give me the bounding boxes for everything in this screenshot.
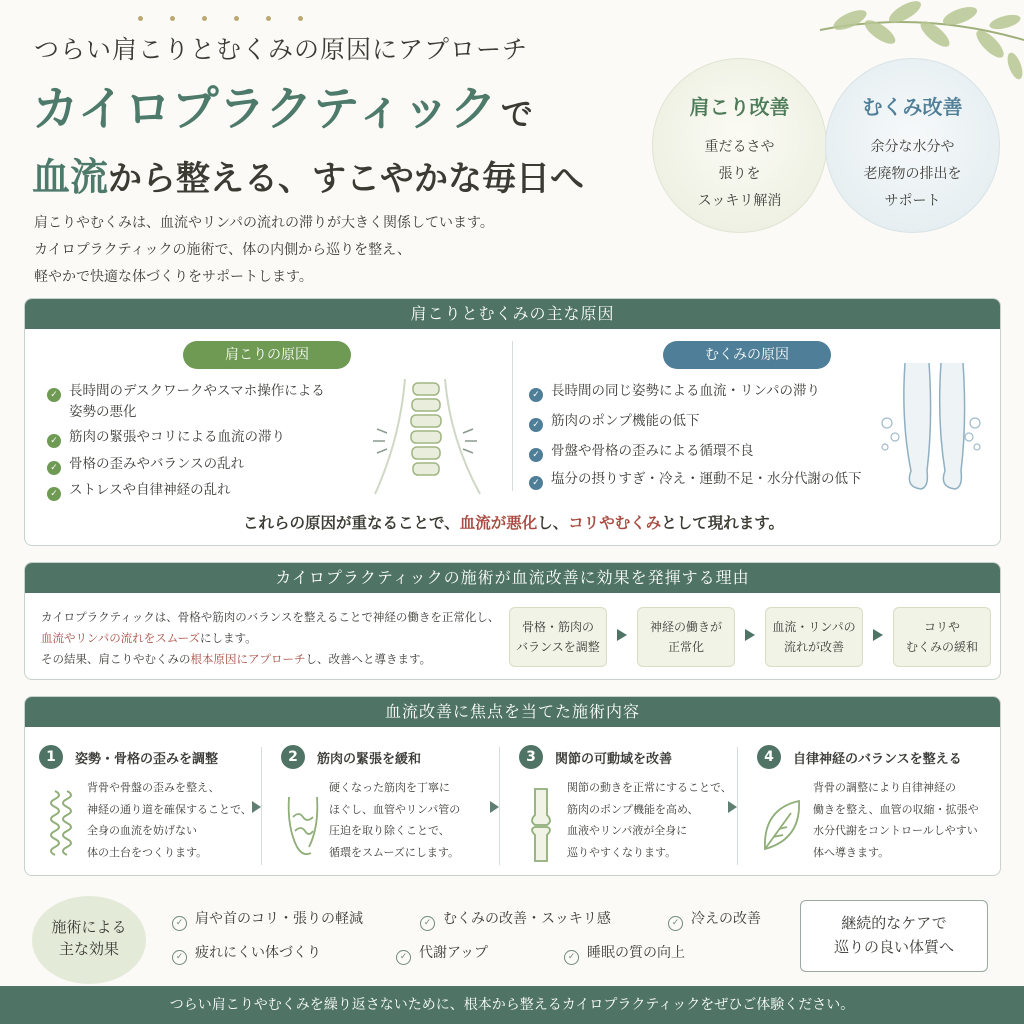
check-icon: ✓ [529,418,543,432]
effect-item: ✓ むくみの改善・スッキリ感 [420,908,611,931]
effect-item: ✓ 冷えの改善 [668,908,761,931]
effect-item: ✓ 疲れにくい体づくり [172,942,321,965]
shoulder-improvement-circle: 肩こり改善 重だるさや 張りを スッキリ解消 [652,58,827,233]
flow-arrow-icon [873,629,883,641]
step-number: 1 [39,745,63,769]
check-circle-icon: ✓ [668,916,683,931]
effect-item: ✓ 睡眠の質の向上 [564,942,685,965]
flow-step: 骨格・筋肉の バランスを調整 [509,607,607,667]
check-circle-icon: ✓ [172,916,187,931]
hero-subtitle: つらい肩こりとむくみの原因にアプローチ [34,35,529,64]
swelling-cause-item: ✓ 長時間の同じ姿勢による血流・リンパの滞り [529,381,820,402]
step-number: 3 [519,745,543,769]
swelling-cause-item: ✓ 骨盤や骨格の歪みによる循環不良 [529,441,754,462]
column-divider [261,747,262,865]
swollen-legs-icon [875,361,985,497]
treatment-item: 1 姿勢・骨格の歪みを調整 背骨や骨盤の歪みを整え、 神経の通り道を確保することで、 全身の血流を妨げない 体の土台をつくります。 [25,741,255,871]
intro-text: 肩こりやむくみは、血流やリンパの流れの滞りが大きく関係しています。 カイロプラクティックの施術で、体の内側から巡りを整え、 軽やかで快適な体づくりをサポートします。 [34,215,494,285]
swelling-cause-item: ✓ 筋肉のポンプ機能の低下 [529,411,700,432]
step-number: 2 [281,745,305,769]
effect-item: ✓ 肩や首のコリ・張りの軽減 [172,908,363,931]
neck-spine-icon [355,369,495,499]
hero-tagline: 血流から整える、すこやかな毎日へ [32,154,585,199]
flow-arrow-icon [617,629,627,641]
shoulder-cause-item: ✓ 筋肉の緊張やコリによる血流の滞り [47,427,285,448]
check-icon: ✓ [47,434,61,448]
effect-item: ✓ 代謝アップ [396,942,488,965]
effects-label: 施術による 主な効果 [32,896,146,984]
reason-text: カイロプラクティックは、骨格や筋肉のバランスを整えることで神経の働きを正常化し、 血流やリンパの流れをスムーズにします。 その結果、肩こりやむくみの根本原因にアプローチし、改善へと導きます。 [41,610,500,666]
check-circle-icon: ✓ [172,950,187,965]
check-icon: ✓ [529,448,543,462]
treatment-item: 4 自律神経のバランスを整える 背骨の調整により自律神経の 働きを整え、血管の収縮・拡張や 水分代謝をコントロールしやすい 体へ導きます。 [743,741,998,871]
flow-step: 血流・リンパの 流れが改善 [765,607,863,667]
treatment-panel [24,696,1001,876]
shoulder-cause-item: ✓ 骨格の歪みやバランスの乱れ [47,454,244,475]
treatment-item: 2 筋肉の緊張を緩和 硬くなった筋肉を丁寧に ほぐし、血管やリンパ管の 圧迫を取り除くことで、 循環をスムーズにします。 [267,741,497,871]
check-icon: ✓ [529,476,543,490]
knee-joint-icon [521,787,561,863]
continuous-care-box: 継続的なケアで 巡りの良い体質へ [800,900,988,972]
causes-summary: これらの原因が重なることで、血流が悪化し、コリやむくみとして現れます。 [242,514,784,532]
causes-divider [512,341,513,491]
swelling-improvement-circle: むくみ改善 余分な水分や 老廃物の排出を サポート [825,58,1000,233]
spine-icon [41,787,81,863]
check-circle-icon: ✓ [396,950,411,965]
check-icon: ✓ [529,388,543,402]
flow-arrow-icon [745,629,755,641]
step-arrow-icon [490,801,499,813]
check-icon: ✓ [47,388,61,402]
treatment-header: 血流改善に焦点を当てた施術内容 [25,697,1000,727]
causes-panel [24,298,1001,546]
shoulder-cause-item: ✓ 長時間のデスクワークやスマホ操作による 姿勢の悪化 [47,381,325,422]
step-arrow-icon [728,801,737,813]
footer-message: つらい肩こりやむくみを繰り返さないために、根本から整えるカイロプラクティックをぜひご体験ください。 [0,986,1024,1024]
hands-massage-icon [283,787,323,863]
step-number: 4 [757,745,781,769]
check-circle-icon: ✓ [420,916,435,931]
decorative-dots [138,16,318,24]
flow-step: コリや むくみの緩和 [893,607,991,667]
treatment-item: 3 関節の可動域を改善 関節の動きを正常にすることで、 筋肉のポンプ機能を高め、 血液やリンパ液が全身に 巡りやすくなります。 [505,741,735,871]
causes-header: 肩こりとむくみの主な原因 [25,299,1000,329]
reason-panel [24,562,1001,680]
check-icon: ✓ [47,487,61,501]
reason-header: カイロプラクティックの施術が血流改善に効果を発揮する理由 [25,563,1000,593]
swelling-cause-label: むくみの原因 [663,341,831,369]
column-divider [737,747,738,865]
shoulder-cause-item: ✓ ストレスや自律神経の乱れ [47,480,231,501]
step-arrow-icon [252,801,261,813]
check-icon: ✓ [47,461,61,475]
column-divider [499,747,500,865]
hero-title: カイロプラクティック で [32,82,533,137]
shoulder-cause-label: 肩こりの原因 [183,341,351,369]
check-circle-icon: ✓ [564,950,579,965]
flow-step: 神経の働きが 正常化 [637,607,735,667]
swelling-cause-item: ✓ 塩分の摂りすぎ・冷え・運動不足・水分代謝の低下 [529,469,862,490]
leaf-icon [759,787,803,863]
